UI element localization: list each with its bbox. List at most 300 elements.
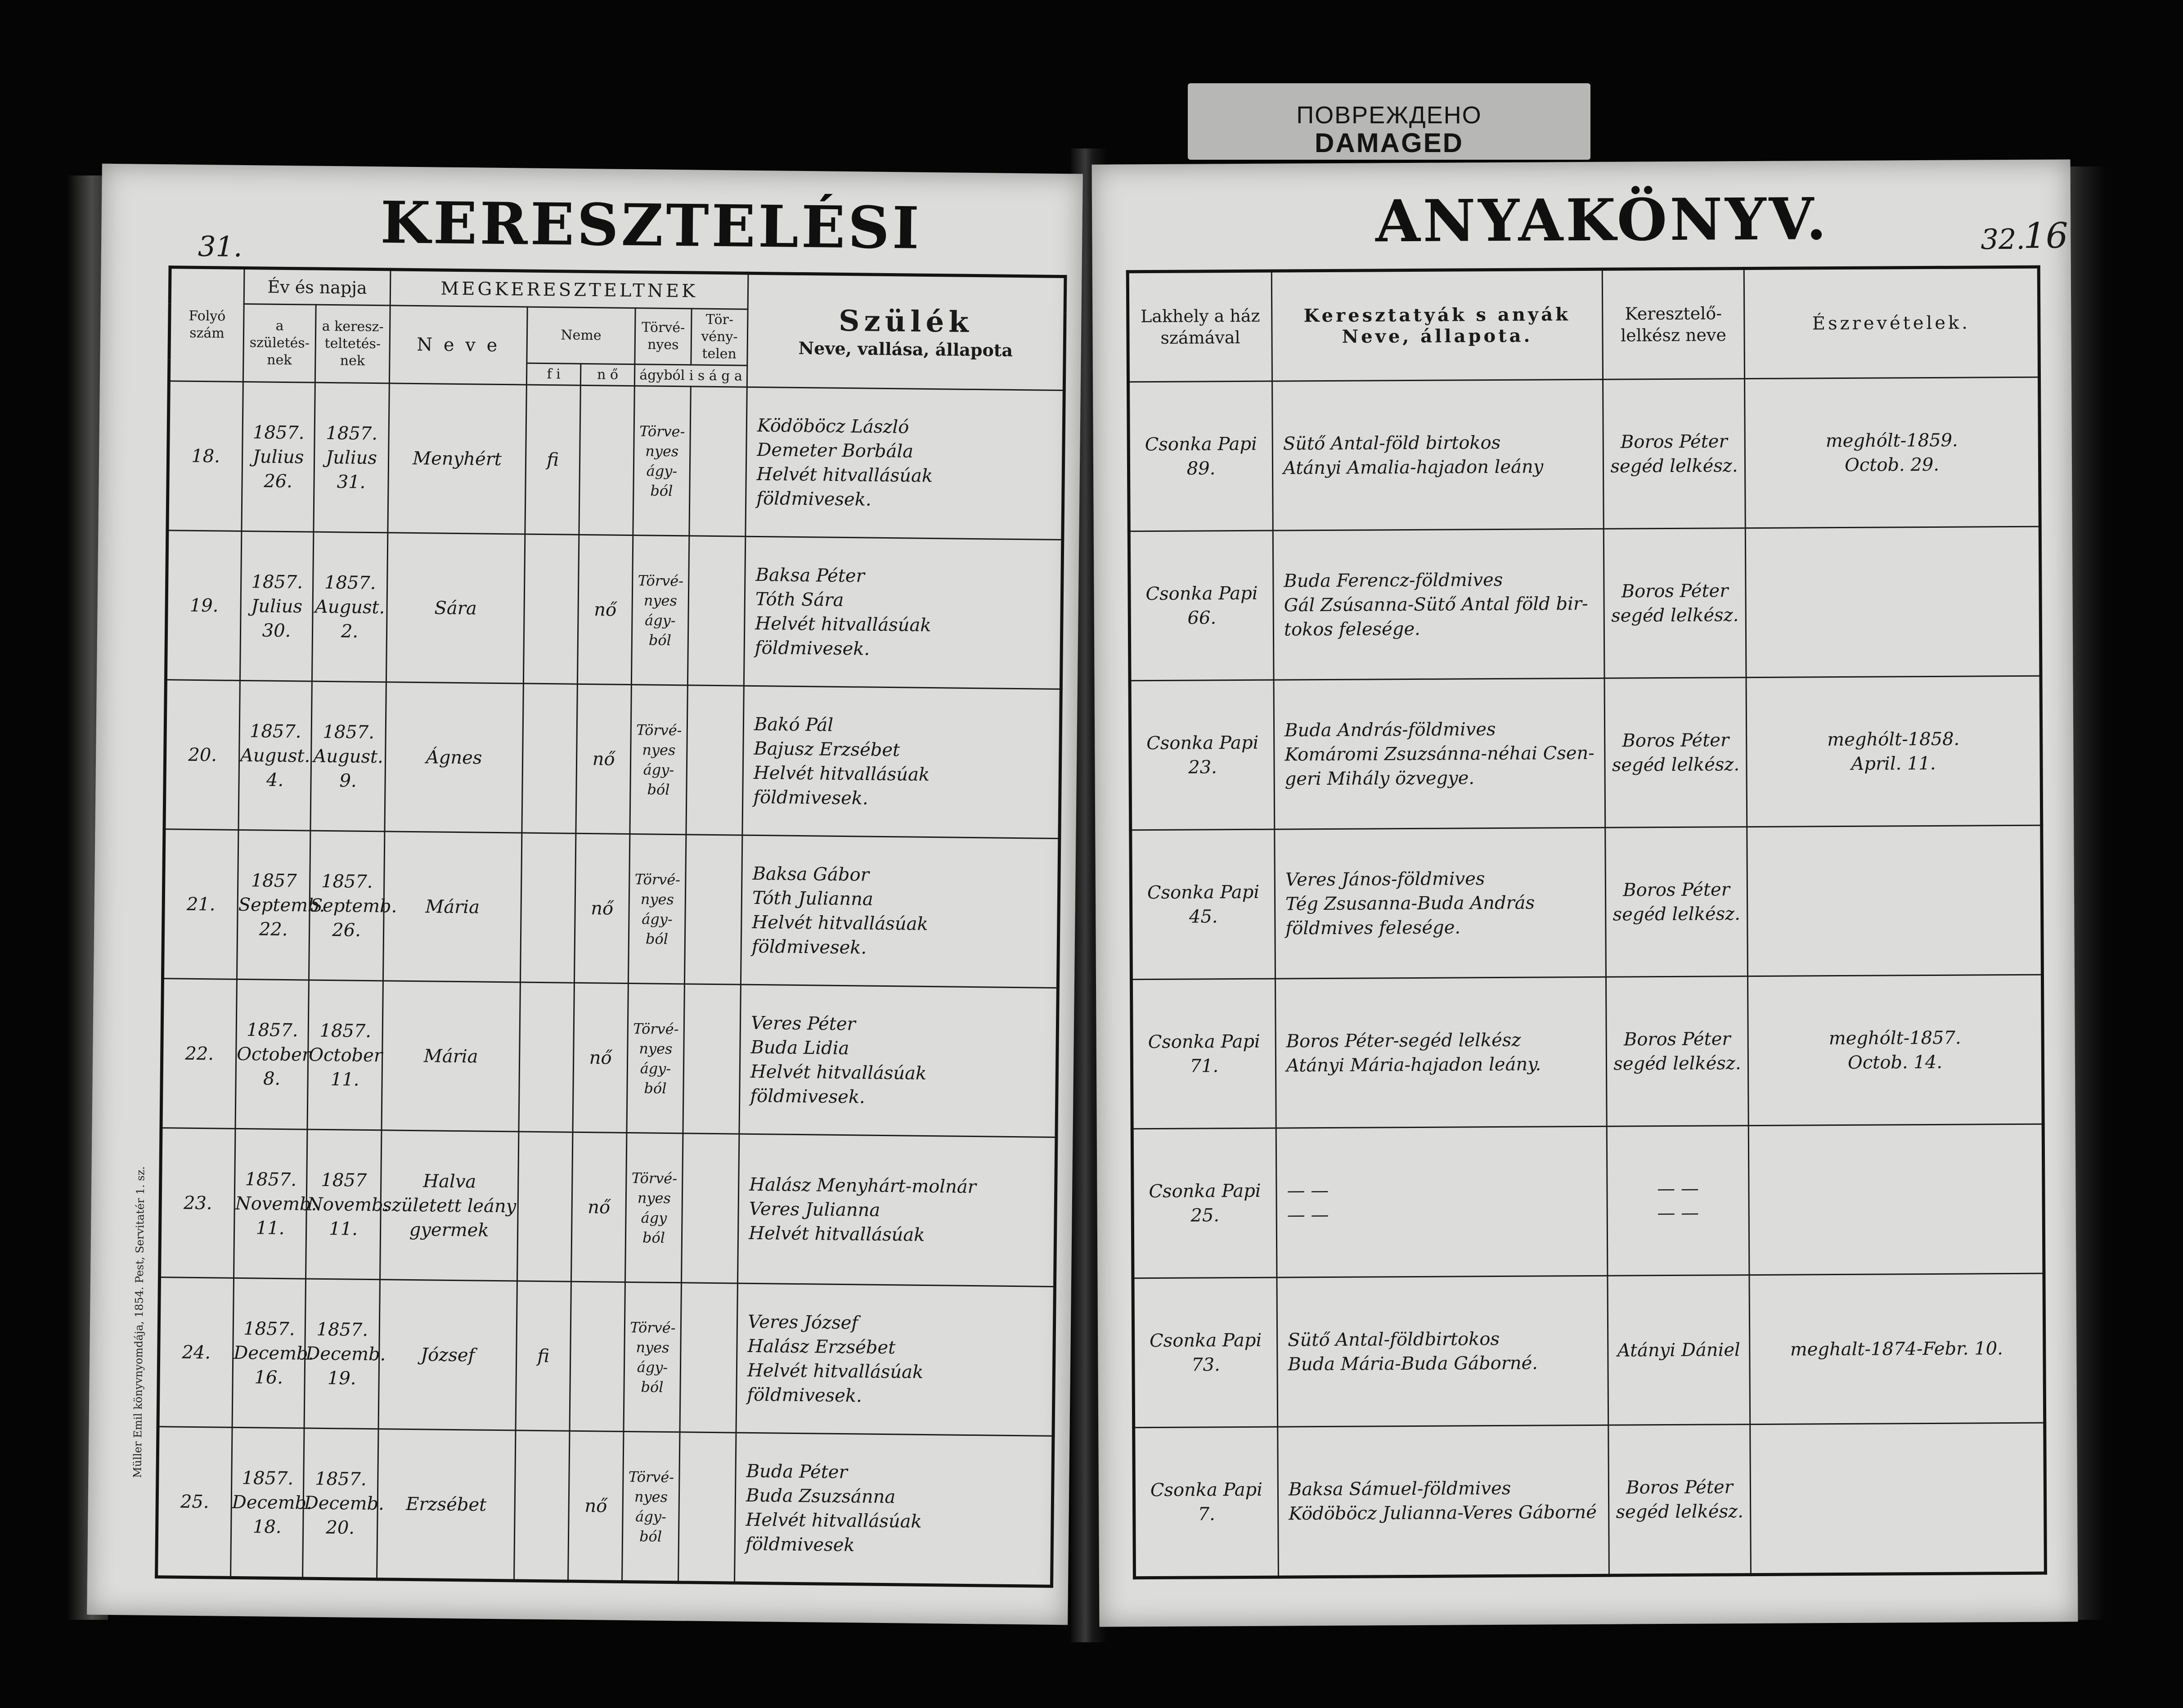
godparents-cell-line: Boros Péter-segéd lelkész (1286, 1029, 1521, 1052)
header-megkereszteltnek: MEGKERESZTELTNEK (390, 270, 748, 309)
header-keresztelo: Keresztelő-lelkész neve (1602, 269, 1744, 380)
birth-date-cell-line: 1857. (243, 1318, 295, 1339)
priest-cell-line: Boros Péter (1621, 580, 1729, 602)
parents-cell (738, 1134, 1056, 1286)
folyo-szam-cell (158, 1277, 234, 1428)
priest-cell-line: Boros Péter (1623, 879, 1730, 901)
godparents-cell-line: — — (1287, 1204, 1329, 1225)
illegitimate-cell (689, 387, 747, 536)
sex-male-cell (523, 534, 579, 684)
header-keresztatyak-title: Keresztatyák s anyák (1303, 304, 1571, 327)
baptism-date-cell-line: August. (313, 746, 384, 767)
stamp-line-en: DAMAGED (1315, 128, 1464, 158)
child-name-cell-text: Menyhért (413, 448, 502, 470)
residence-cell (1131, 829, 1276, 980)
godparents-cell-line: geri Mihály özvegye. (1285, 767, 1475, 789)
residence-cell-line: 7. (1198, 1503, 1215, 1525)
parents-cell (742, 686, 1061, 838)
child-name-cell (383, 832, 521, 982)
folyo-szam-cell (166, 530, 241, 681)
birth-date-cell-line: 30. (262, 620, 291, 641)
baptism-date-cell-line: October (308, 1044, 383, 1066)
legitimate-cell-line: ból (650, 481, 673, 499)
priest-cell-line: — — (1657, 1202, 1699, 1223)
parents-cell (739, 984, 1058, 1137)
legitimate-cell-line: ból (644, 1079, 667, 1097)
illegitimate-cell (681, 1133, 739, 1283)
godparents-cell-line: földmives felesége. (1285, 917, 1461, 939)
legitimate-cell-line: nyes (637, 1189, 671, 1207)
header-szuletes: a születés-nek (243, 304, 316, 382)
residence-cell-line: 66. (1187, 607, 1217, 629)
child-name-cell-text: Halva született leány gyermek (382, 1170, 517, 1241)
priest-cell (1604, 528, 1746, 679)
folyo-szam-cell (162, 829, 238, 980)
table-row (166, 530, 1062, 689)
legitimate-cell-line: ból (645, 930, 669, 948)
legitimate-cell (622, 1431, 680, 1582)
sex-male-cell (520, 833, 575, 983)
godparents-cell-line: Buda András-földmives (1284, 719, 1496, 741)
baptism-date-cell-line: Julius (326, 447, 377, 468)
parents-cell-line: Helvét hitvallásúak (752, 912, 928, 935)
sex-female-cell (574, 833, 629, 983)
sex-female-cell (573, 983, 628, 1133)
birth-date-cell-line: 4. (266, 769, 284, 791)
godparents-cell (1273, 529, 1604, 680)
folyo-szam-cell-text: 18. (191, 445, 220, 467)
residence-cell-line: Csonka Papi (1149, 1180, 1261, 1202)
baptism-table-right (1126, 265, 2047, 1580)
sex-male-cell (514, 1430, 570, 1581)
parents-cell (741, 835, 1059, 988)
godparents-cell (1272, 379, 1604, 530)
folyo-szam-cell (157, 1427, 232, 1578)
birth-date-cell-line: Julius (252, 446, 304, 467)
sex-female-cell-text: nő (584, 1495, 607, 1517)
table-row (1134, 1423, 2046, 1578)
header-szulek-title: Szülék (838, 304, 974, 339)
folyo-szam-cell-text: 23. (183, 1192, 212, 1214)
priest-cell (1608, 1275, 1750, 1425)
remarks-cell (1748, 1124, 2044, 1275)
birth-date-cell-line: Septemb. (238, 894, 325, 916)
parents-cell-line: Halász Erzsébet (747, 1335, 896, 1358)
parents-cell (744, 536, 1062, 689)
birth-date-cell (231, 1427, 313, 1578)
baptism-date-cell-line: 20. (326, 1517, 355, 1538)
header-szulek (747, 273, 1065, 390)
table-row (162, 829, 1059, 988)
baptism-date-cell (306, 1129, 389, 1280)
child-name-cell-text: Ágnes (426, 746, 482, 769)
residence-cell (1134, 1427, 1279, 1578)
header-keresztatyak (1271, 269, 1603, 381)
legitimate-cell-line: Törvé- (630, 1318, 676, 1336)
legitimate-cell-line: nyes (639, 1039, 673, 1057)
table-row (164, 680, 1061, 839)
legitimate-cell-line: Törvé- (634, 870, 681, 888)
parents-cell-line: Buda Lidia (750, 1037, 849, 1059)
legitimate-cell (630, 685, 687, 835)
legitimate-cell (627, 984, 684, 1133)
residence-cell (1131, 979, 1276, 1129)
baptism-date-cell-line: 1857. (319, 1020, 372, 1042)
priest-cell (1604, 678, 1747, 828)
birth-date-cell-line: Julius (251, 595, 303, 617)
godparents-cell-line: Buda Mária-Buda Gáborné. (1288, 1353, 1538, 1375)
sex-female-cell-text: nő (588, 1196, 611, 1218)
table-row (1129, 526, 2041, 681)
parents-cell-line: Veres József (747, 1311, 858, 1333)
birth-date-cell-line: 16. (254, 1366, 283, 1388)
folyo-szam-cell (167, 381, 243, 531)
godparents-cell (1276, 1126, 1608, 1277)
godparents-cell (1274, 678, 1605, 829)
child-name-cell-text: Mária (425, 896, 480, 918)
parents-cell-line: Ködöböcz László (757, 415, 909, 437)
residence-cell-line: Csonka Papi (1148, 1031, 1260, 1052)
parents-cell-line: Helvét hitvallásúak (753, 762, 930, 785)
godparents-cell-line: Tég Zsusanna-Buda András (1285, 892, 1535, 914)
sex-female-cell (576, 684, 631, 834)
parents-cell-line: Helvét hitvallásúak (746, 1509, 922, 1532)
parents-cell-line: Baksa Gábor (752, 863, 869, 885)
residence-cell (1129, 530, 1274, 681)
illegitimate-cell (678, 1432, 736, 1583)
left-page (87, 164, 1083, 1625)
godparents-cell-line: — — (1287, 1180, 1329, 1201)
parents-cell (736, 1283, 1055, 1436)
priest-cell (1606, 976, 1748, 1127)
damaged-stamp (1188, 83, 1590, 160)
baptism-date-cell-line: 11. (329, 1218, 358, 1240)
remarks-cell (1749, 1273, 2045, 1424)
residence-cell-line: 71. (1190, 1055, 1219, 1077)
parents-cell-line: Helvét hitvallásúak (748, 1223, 925, 1245)
remarks-cell (1745, 377, 2040, 528)
header-neme: Neme (527, 307, 635, 364)
godparents-cell-line: Baksa Sámuel-földmives (1288, 1478, 1511, 1500)
baptism-date-cell-line: 1857. (316, 1319, 368, 1340)
baptism-date-cell (310, 681, 386, 832)
illegitimate-cell (687, 536, 746, 686)
child-name-cell (377, 1429, 516, 1581)
sex-male-cell (519, 982, 574, 1132)
sex-male-cell (525, 385, 580, 535)
godparents-cell-line: Atányi Mária-hajadon leány. (1286, 1054, 1541, 1076)
header-lakhely: Lakhely a ház számával (1127, 271, 1272, 382)
residence-cell-line: Csonka Papi (1150, 1479, 1263, 1501)
header-neve: N e v e (389, 306, 527, 385)
child-name-cell (385, 682, 523, 833)
legitimate-cell-line: Törvé- (631, 1169, 678, 1187)
birth-date-cell (235, 979, 309, 1129)
birth-date-cell-line: 26. (264, 470, 293, 492)
baptism-date-cell-line: Septemb. (310, 895, 397, 917)
header-kereszteles: a keresz-teltetés-nek (315, 305, 390, 383)
birth-date-cell-line: 1857. (242, 1467, 294, 1489)
parents-cell (746, 387, 1064, 539)
baptism-date-cell-line: 1857. (314, 1468, 367, 1490)
birth-date-cell-line: 1857. (251, 571, 303, 593)
parents-cell-line: földmivesek. (756, 488, 871, 510)
birth-date-cell-line: 1857. (245, 1169, 297, 1190)
remarks-cell-line: Octob. 29. (1844, 454, 1940, 476)
legitimate-cell-line: ágy (641, 1209, 667, 1227)
folyo-szam-cell-text: 19. (189, 595, 219, 616)
baptism-date-cell-line: Decemb. (304, 1492, 385, 1514)
folio-number: 16 (2023, 216, 2068, 256)
priest-cell-line: Atányi Dániel (1617, 1339, 1740, 1361)
right-table-body (1128, 377, 2046, 1578)
birth-date-cell-line: October (237, 1043, 311, 1065)
header-fi: f i (526, 363, 580, 385)
birth-date-cell-line: August. (240, 745, 310, 767)
priest-cell-line: segéd lelkész. (1616, 1501, 1743, 1523)
remarks-cell-line: meghólt-1859. (1825, 430, 1958, 451)
remarks-cell (1745, 526, 2041, 677)
sex-female-cell-text: nő (593, 599, 617, 620)
parents-cell-line: földmivesek (745, 1533, 855, 1555)
godparents-cell-line: Ködöböcz Julianna-Veres Gáborné (1289, 1501, 1597, 1524)
baptism-date-cell-line: 2. (341, 620, 359, 642)
sex-male-cell (522, 683, 577, 833)
parents-cell-line: Bajusz Erzsébet (754, 738, 900, 760)
legitimate-cell-line: nyes (642, 741, 676, 759)
residence-cell-line: Csonka Papi (1145, 433, 1257, 455)
folyo-szam-cell-text: 22. (185, 1043, 214, 1064)
child-name-cell (378, 1280, 517, 1430)
parents-cell-line: Tóth Sára (755, 589, 844, 611)
legitimate-cell-line: Törvé- (638, 571, 684, 589)
residence-cell-line: 25. (1190, 1205, 1220, 1226)
legitimate-cell-line: ból (642, 1228, 665, 1246)
baptism-date-cell-line: 1857. (326, 423, 378, 444)
residence-cell (1130, 680, 1275, 830)
baptism-date-cell-line: 1857 (321, 1169, 367, 1191)
legitimate-cell-line: Törve- (639, 422, 685, 440)
legitimate-cell-line: ágy- (643, 760, 674, 778)
priest-cell-line: Boros Péter (1622, 729, 1729, 751)
birth-date-cell (234, 1128, 317, 1279)
child-name-cell (386, 533, 525, 683)
remarks-cell-line: meghólt-1858. (1827, 728, 1960, 750)
left-page-number: 31. (198, 229, 243, 263)
godparents-cell (1278, 1425, 1609, 1577)
sex-male-cell (516, 1281, 571, 1431)
priest-cell-line: segéd lelkész. (1612, 754, 1740, 776)
priest-cell (1605, 827, 1748, 977)
priest-cell-line: Boros Péter (1623, 1028, 1731, 1050)
folyo-szam-cell-text: 20. (188, 744, 217, 765)
header-eszrevetelek: Észrevételek. (1744, 267, 2039, 378)
legitimate-cell (625, 1133, 683, 1283)
folyo-szam-cell (164, 680, 240, 830)
residence-cell (1133, 1277, 1278, 1428)
parents-cell-line: Veres Péter (750, 1012, 856, 1034)
birth-date-cell-line: Decemb. (234, 1342, 314, 1364)
parents-cell-line: Baksa Péter (755, 564, 865, 586)
table-row (167, 381, 1064, 540)
birth-date-cell-line: 8. (263, 1068, 281, 1089)
residence-cell-line: Csonka Papi (1145, 583, 1258, 604)
remarks-cell-line: Octob. 14. (1847, 1052, 1943, 1073)
table-row (1131, 825, 2043, 980)
table-row (1132, 1124, 2044, 1278)
priest-cell-line: — — (1657, 1178, 1699, 1199)
birth-date-cell-line: 18. (252, 1516, 282, 1537)
folyo-szam-cell-text: 21. (186, 894, 216, 915)
parents-cell-line: Buda Zsuzsánna (746, 1485, 896, 1507)
legitimate-cell (628, 834, 686, 984)
child-name-cell-text: Erzsébet (406, 1493, 487, 1515)
remarks-cell-line: meghalt-1874-Febr. 10. (1790, 1338, 2003, 1360)
legitimate-cell-line: nyes (645, 442, 679, 460)
residence-cell-line: Csonka Papi (1146, 732, 1259, 754)
left-title: KERESZTELÉSI (380, 189, 922, 262)
birth-date-cell-line: 1857 (251, 870, 297, 891)
child-name-cell (380, 1130, 519, 1281)
illegitimate-cell (686, 685, 744, 835)
godparents-cell-line: Sütő Antal-föld birtokos (1283, 432, 1501, 454)
illegitimate-cell (680, 1283, 738, 1433)
header-folyo-szam: Folyó szám (169, 267, 244, 382)
baptism-date-cell-line: Decemb. (305, 1343, 386, 1365)
legitimate-cell-line: ágy- (640, 1059, 671, 1077)
legitimate-cell-line: ból (648, 631, 672, 649)
baptism-date-cell-line: 19. (327, 1367, 356, 1389)
remarks-cell-line: April. 11. (1851, 753, 1936, 774)
residence-cell-line: 89. (1186, 458, 1216, 479)
residence-cell-line: Csonka Papi (1149, 1330, 1262, 1351)
sex-male-cell (517, 1132, 572, 1281)
remarks-cell (1747, 825, 2043, 976)
godparents-cell-line: Atányi Amalia-hajadon leány (1283, 456, 1544, 478)
baptism-date-cell (303, 1428, 385, 1579)
table-row (1128, 377, 2040, 531)
table-row (1130, 676, 2042, 830)
birth-date-cell-line: Novemb. (235, 1193, 317, 1215)
sex-female-cell (568, 1431, 624, 1582)
baptism-date-cell-line: 31. (337, 471, 366, 493)
baptism-date-cell-line: Novemb. (307, 1194, 389, 1215)
priest-cell (1603, 379, 1746, 529)
header-keresztatyak-sub: Neve, állapota. (1342, 325, 1533, 347)
table-row (161, 979, 1058, 1137)
parents-cell-line: földmivesek. (751, 936, 867, 958)
header-torvenytelen: Tör-vény-telen (691, 309, 748, 365)
table-row (158, 1277, 1055, 1436)
left-table-body (157, 381, 1065, 1587)
parents-cell-line: Bakó Pál (754, 714, 834, 736)
baptism-date-cell (314, 382, 389, 533)
parents-cell-line: Demeter Borbála (757, 439, 914, 462)
sex-female-cell (579, 385, 634, 535)
right-title: ANYAKÖNYV. (1375, 185, 1829, 256)
baptism-date-cell-line: 1857. (321, 871, 373, 892)
child-name-cell (382, 981, 520, 1132)
sex-male-cell-text: fi (537, 1345, 550, 1366)
priest-cell-line: Boros Péter (1620, 431, 1728, 453)
legitimate-cell-line: ágy- (642, 910, 673, 928)
baptism-date-cell (312, 532, 387, 682)
legitimate-cell (624, 1282, 681, 1432)
folyo-szam-cell-text: 24. (182, 1342, 211, 1363)
sex-female-cell (570, 1281, 625, 1431)
legitimate-cell-line: nyes (643, 591, 678, 609)
parents-cell-line: Veres Julianna (749, 1198, 880, 1221)
priest-cell-line: segéd lelkész. (1611, 604, 1739, 626)
baptism-date-cell-line: August. (314, 596, 385, 618)
parents-cell-line: földmivesek. (750, 1085, 866, 1108)
legitimate-cell-line: ból (647, 780, 670, 798)
table-row (1133, 1273, 2045, 1428)
folyo-szam-cell (161, 979, 237, 1129)
header-no: n ő (580, 364, 634, 386)
priest-cell (1608, 1425, 1751, 1576)
printer-note: Müller Emil könyvnyomdája, 1854. Pest, Servitatér 1. sz. (131, 1166, 147, 1478)
legitimate-cell-line: nyes (636, 1338, 669, 1356)
godparents-cell (1275, 827, 1606, 979)
baptism-date-cell (304, 1279, 386, 1429)
birth-date-cell (242, 382, 315, 532)
right-page (1092, 159, 2078, 1627)
baptism-date-cell (309, 831, 397, 981)
header-ev-napja: Év és napja (244, 268, 391, 305)
legitimate-cell (633, 386, 691, 536)
remarks-cell (1747, 975, 2043, 1125)
sex-female-cell (571, 1132, 626, 1282)
illegitimate-cell (683, 984, 741, 1134)
birth-date-cell (237, 830, 325, 980)
godparents-cell-line: Komáromi Zsuzsánna-néhai Csen- (1285, 742, 1595, 765)
child-name-cell-text: Mária (423, 1045, 478, 1067)
parents-cell-line: Buda Péter (746, 1461, 848, 1483)
parents-cell-line: Tóth Julianna (752, 887, 874, 910)
residence-cell-line: 23. (1188, 756, 1217, 778)
priest-cell-line: segéd lelkész. (1610, 455, 1738, 477)
birth-date-cell-line: Decemb. (232, 1492, 313, 1514)
priest-cell-line: segéd lelkész. (1613, 903, 1741, 925)
legitimate-cell-line: ágy- (646, 462, 678, 480)
header-agyboli: ágyból i s á g a (634, 364, 747, 387)
residence-cell-line: 45. (1189, 906, 1218, 927)
baptism-date-cell (307, 980, 383, 1130)
baptism-date-cell-line: 11. (330, 1069, 359, 1090)
parents-cell-line: földmivesek. (755, 637, 870, 660)
godparents-cell-line: Buda Ferencz-földmives (1284, 569, 1503, 591)
parents-cell (735, 1433, 1053, 1586)
legitimate-cell-line: ágy- (635, 1507, 666, 1525)
parents-cell-line: földmivesek. (747, 1384, 862, 1407)
table-row (160, 1128, 1056, 1287)
legitimate-cell (631, 535, 689, 685)
legitimate-cell-line: ból (639, 1527, 662, 1545)
legitimate-cell-line: Törvé- (628, 1468, 674, 1486)
baptism-date-cell-line: 1857. (323, 721, 375, 743)
legitimate-cell-line: nyes (634, 1488, 668, 1506)
illegitimate-cell (684, 835, 742, 984)
baptism-date-cell-line: 9. (339, 770, 357, 791)
residence-cell-line: Csonka Papi (1147, 881, 1260, 903)
priest-cell-line: segéd lelkész. (1613, 1052, 1741, 1074)
priest-cell-line: Boros Péter (1626, 1476, 1733, 1498)
residence-cell (1128, 381, 1273, 531)
sex-female-cell-text: nő (589, 1047, 612, 1069)
parents-cell-line: földmivesek. (753, 787, 868, 809)
residence-cell-line: 73. (1191, 1354, 1220, 1375)
